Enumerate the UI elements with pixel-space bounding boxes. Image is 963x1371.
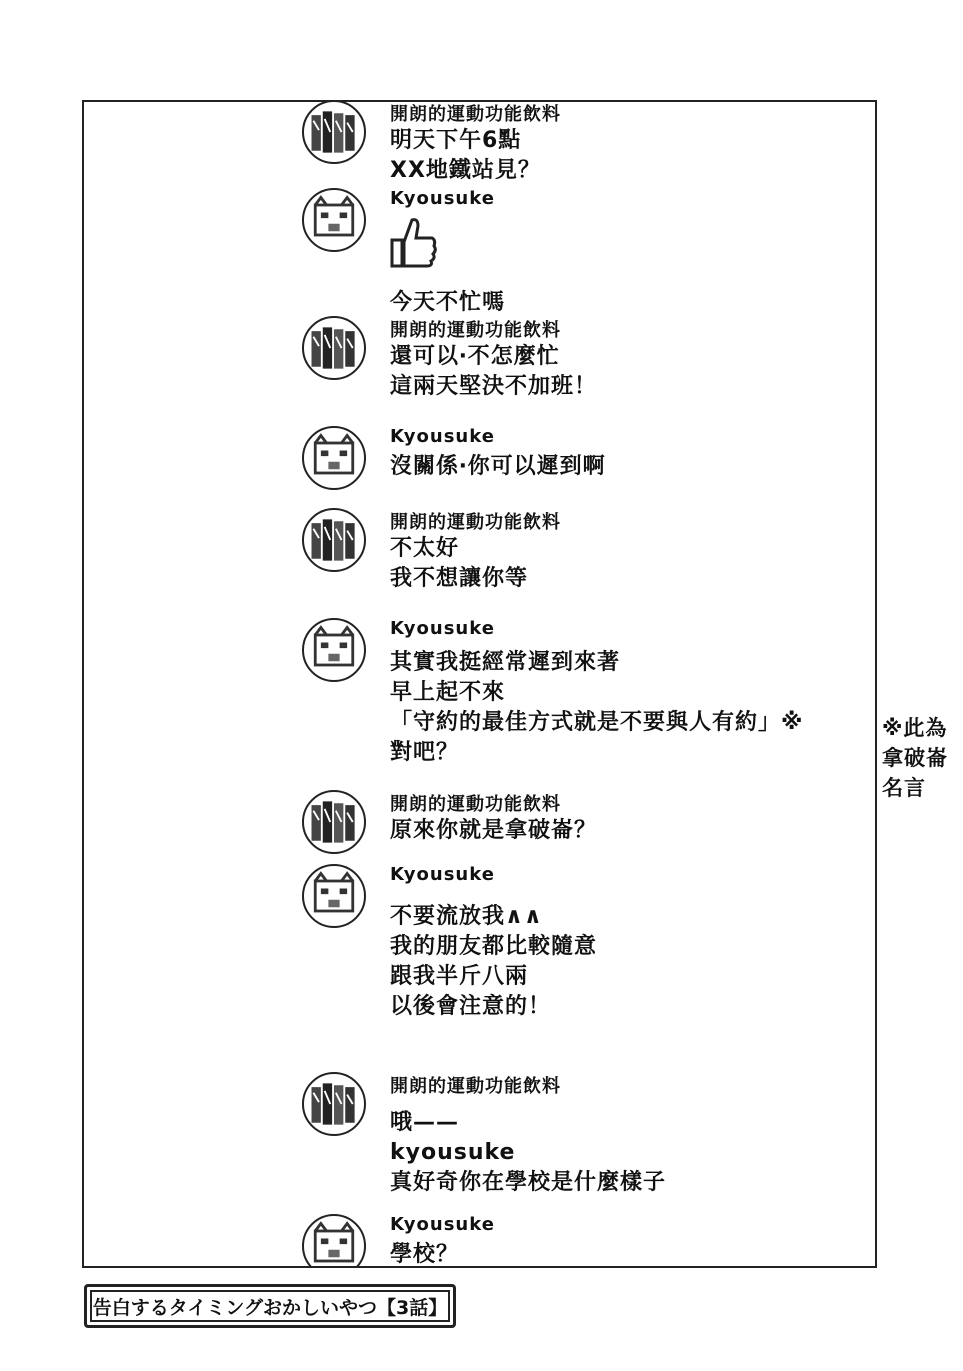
message-line: 其實我挺經常遲到來著 <box>390 650 621 675</box>
message-line: 這兩天堅決不加班！ <box>390 374 598 399</box>
message-line: 沒關係‧你可以遲到啊 <box>390 454 606 479</box>
message-line: 今天不忙嗎 <box>390 290 506 315</box>
message-line: 跟我半斤八兩 <box>390 964 529 989</box>
message-line: 學校？ <box>390 1242 460 1267</box>
sender-name: 開朗的運動功能飲料 <box>390 794 561 815</box>
avatar-drink-icon <box>302 1072 366 1136</box>
side-note-line: 拿破崙 <box>882 746 948 770</box>
sender-name: Kyousuke <box>390 864 495 885</box>
avatar-cat-icon <box>302 1214 366 1268</box>
sender-name: 開朗的運動功能飲料 <box>390 320 561 341</box>
side-note-line: ※此為 <box>882 716 948 740</box>
avatar-cat-icon <box>302 188 366 252</box>
side-note <box>882 713 962 803</box>
sender-name: 開朗的運動功能飲料 <box>390 104 561 125</box>
message-line: 對吧？ <box>390 740 460 765</box>
message-line: 還可以‧不怎麼忙 <box>390 344 560 369</box>
sender-name: Kyousuke <box>390 188 495 209</box>
avatar-cat-icon <box>302 864 366 928</box>
message-line: 我不想讓你等 <box>390 566 529 591</box>
avatar-cat-icon <box>302 618 366 682</box>
avatar-drink-icon <box>302 316 366 380</box>
message-line: kyousuke <box>390 1140 516 1165</box>
avatar-drink-icon <box>302 790 366 854</box>
avatar-drink-icon <box>302 508 366 572</box>
message-line: 哦—— <box>390 1110 460 1135</box>
sender-name: Kyousuke <box>390 1214 495 1235</box>
sender-name: Kyousuke <box>390 426 495 447</box>
message-line: 原來你就是拿破崙？ <box>390 818 598 843</box>
message-line: 不要流放我∧∧ <box>390 904 543 929</box>
message-line: 不太好 <box>390 536 460 561</box>
sender-name: 開朗的運動功能飲料 <box>390 512 561 533</box>
chapter-title-box <box>84 1284 456 1328</box>
message-line: 明天下午6點 <box>390 128 522 153</box>
message-line: 「守約的最佳方式就是不要與人有約」※ <box>390 710 804 735</box>
sender-name: Kyousuke <box>390 618 495 639</box>
chat-panel <box>82 100 877 1268</box>
sender-name: 開朗的運動功能飲料 <box>390 1076 561 1097</box>
message-line: 真好奇你在學校是什麼樣子 <box>390 1170 667 1195</box>
side-note-line: 名言 <box>882 776 926 800</box>
thumbs-up-icon <box>390 216 438 270</box>
message-line: 早上起不來 <box>390 680 506 705</box>
avatar-drink-icon <box>302 100 366 164</box>
message-line: XX地鐵站見？ <box>390 158 541 183</box>
message-line: 以後會注意的！ <box>390 994 552 1019</box>
avatar-cat-icon <box>302 426 366 490</box>
message-line: 我的朋友都比較隨意 <box>390 934 598 959</box>
chapter-title: 告白するタイミングおかしいやつ【3話】 <box>92 1296 448 1319</box>
